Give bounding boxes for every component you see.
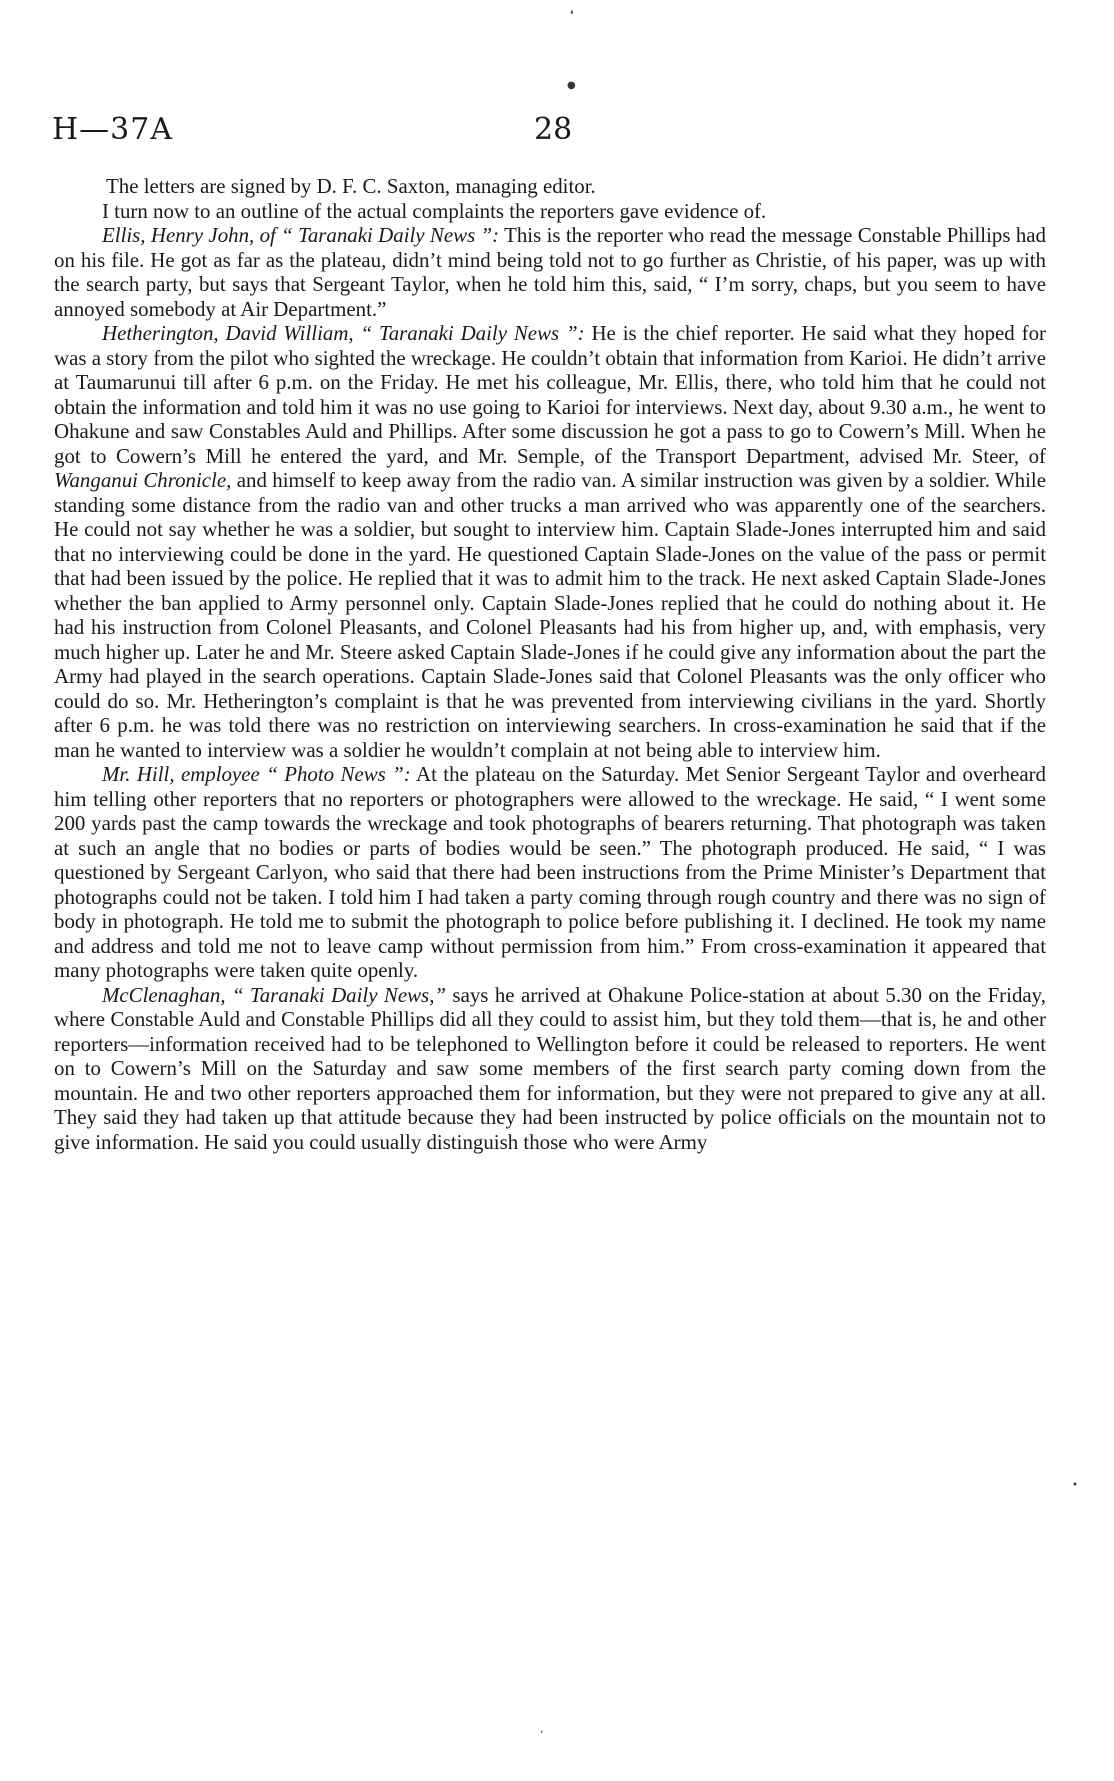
- paragraph-signature: The letters are signed by D. F. C. Saxton, managing editor.: [106, 174, 596, 198]
- witness-heading: Hetherington, David William, “ Taranaki Daily News ”:: [102, 321, 585, 345]
- page-header: [52, 112, 1052, 152]
- scan-speck: ●: [567, 80, 576, 91]
- scan-speck: •: [1072, 1480, 1078, 1491]
- paragraph-hetherington: Hetherington, David William, “ Taranaki Daily News ”: He is the chief reporter. He said what they hoped for was a story from the pilot who sighted the wreckage. He couldn’t obtain that information from Karioi. He didn’t arrive at Taumarunui till after 6 p.m. on the Friday. He met his colleague, Mr. Ellis, there, who told him that he could not obtain the information and told him it was no use going to Karioi for interviews. Next day, about 9.30 a.m., he went to Ohakune and saw Constables Auld and Phillips. After some discussion he got a pass to go to Cowern’s Mill. When he got to Cowern’s Mill he entered the yard, and Mr. Semple, of the Transport Department, advised Mr. Steer, of Wanganui Chronicle, and himself to keep away from the radio van. A similar instruction was given by a soldier. While standing some distance from the radio van and other trucks a man arrived who was apparently one of the searchers. He could not say whether he was a soldier, but sought to interview him. Captain Slade-Jones interrupted him and said that no interviewing could be done in the yard. He questioned Captain Slade-Jones on the value of the pass or permit that had been issued by the police. He replied that it was to admit him to the track. He next asked Captain Slade-Jones whether the ban applied to Army personnel only. Captain Slade-Jones replied that he could do nothing about it. He had his instruction from Colonel Pleasants, and Colonel Pleasants had his from higher up, and, with emphasis, very much higher up. Later he and Mr. Steere asked Captain Slade-Jones if he could give any information about the part the Army had played in the search operations. Captain Slade-Jones said that Colonel Pleasants was the only officer who could do so. Mr. Hetherington’s complaint is that he was prevented from interviewing civilians in the yard. Shortly after 6 p.m. he was told there was no restriction on interviewing searchers. In cross-examination he said that if the man he wanted to interview was a soldier he wouldn’t complain at not being able to interview him.: [54, 321, 1047, 762]
- page-number: 28: [534, 112, 573, 147]
- witness-heading: McClenaghan, “ Taranaki Daily News,”: [102, 982, 447, 1007]
- paragraph-outline-intro: I turn now to an outline of the actual complaints the reporters gave evidence of.: [102, 198, 767, 223]
- scan-speck: ❛: [570, 8, 574, 21]
- witness-heading: Mr. Hill, employee “ Photo News ”:: [102, 762, 411, 786]
- newspaper-name: Wanganui Chronicle,: [54, 468, 232, 492]
- body-text: [54, 174, 1046, 1154]
- document-code: H—37A: [52, 112, 174, 147]
- witness-heading: Ellis, Henry John, of “ Taranaki Daily News ”:: [102, 223, 500, 247]
- paragraph-ellis: Ellis, Henry John, of “ Taranaki Daily News ”: This is the reporter who read the message Constable Phillips had on his file. He got as far as the plateau, didn’t mind being told not to go further as Christie, of his paper, was up with the search party, but says that Sergeant Taylor, when he told him this, said, “ I’m sorry, chaps, but you seem to have annoyed somebody at Air Department.”: [54, 223, 1047, 321]
- paragraph-hill: Mr. Hill, employee “ Photo News ”: At the plateau on the Saturday. Met Senior Sergeant Taylor and overheard him telling other reporters that no reporters or photographers were allowed to the wreckage. He said, “ I went some 200 yards past the camp towards the wreckage and took photographs of bearers returning. That photograph was taken at such an angle that no bodies or parts of bodies would be seen.” The photograph produced. He said, “ I was questioned by Sergeant Carlyon, who said that there had been instructions from the Prime Minister’s Department that photographs could not be taken. I told him I had taken a party coming through rough country and there was no sign of body in photograph. He told me to submit the photograph to police before publishing it. I declined. He took my name and address and told me not to leave camp without permission from him.” From cross-examination it appeared that many photographs were taken quite openly.: [54, 762, 1046, 982]
- paragraph-mcclenaghan: McClenaghan, “ Taranaki Daily News,” says he arrived at Ohakune Police-station at about 5.30 on the Friday, where Constable Auld and Constable Phillips did all they could to assist him, but they told them—that is, he and other reporters—information received had to be telephoned to Wellington before it could be released to reporters. He went on to Cowern’s Mill on the Saturday and saw some members of the first search party coming down from the mountain. He and two other reporters approached them for information, but they were not prepared to give any at all. They said they had taken up that attitude because they had been instructed by police officials on the mountain not to give information. He said you could usually distinguish those who were Army: [54, 982, 1046, 1154]
- scan-speck: ‚: [540, 1722, 544, 1735]
